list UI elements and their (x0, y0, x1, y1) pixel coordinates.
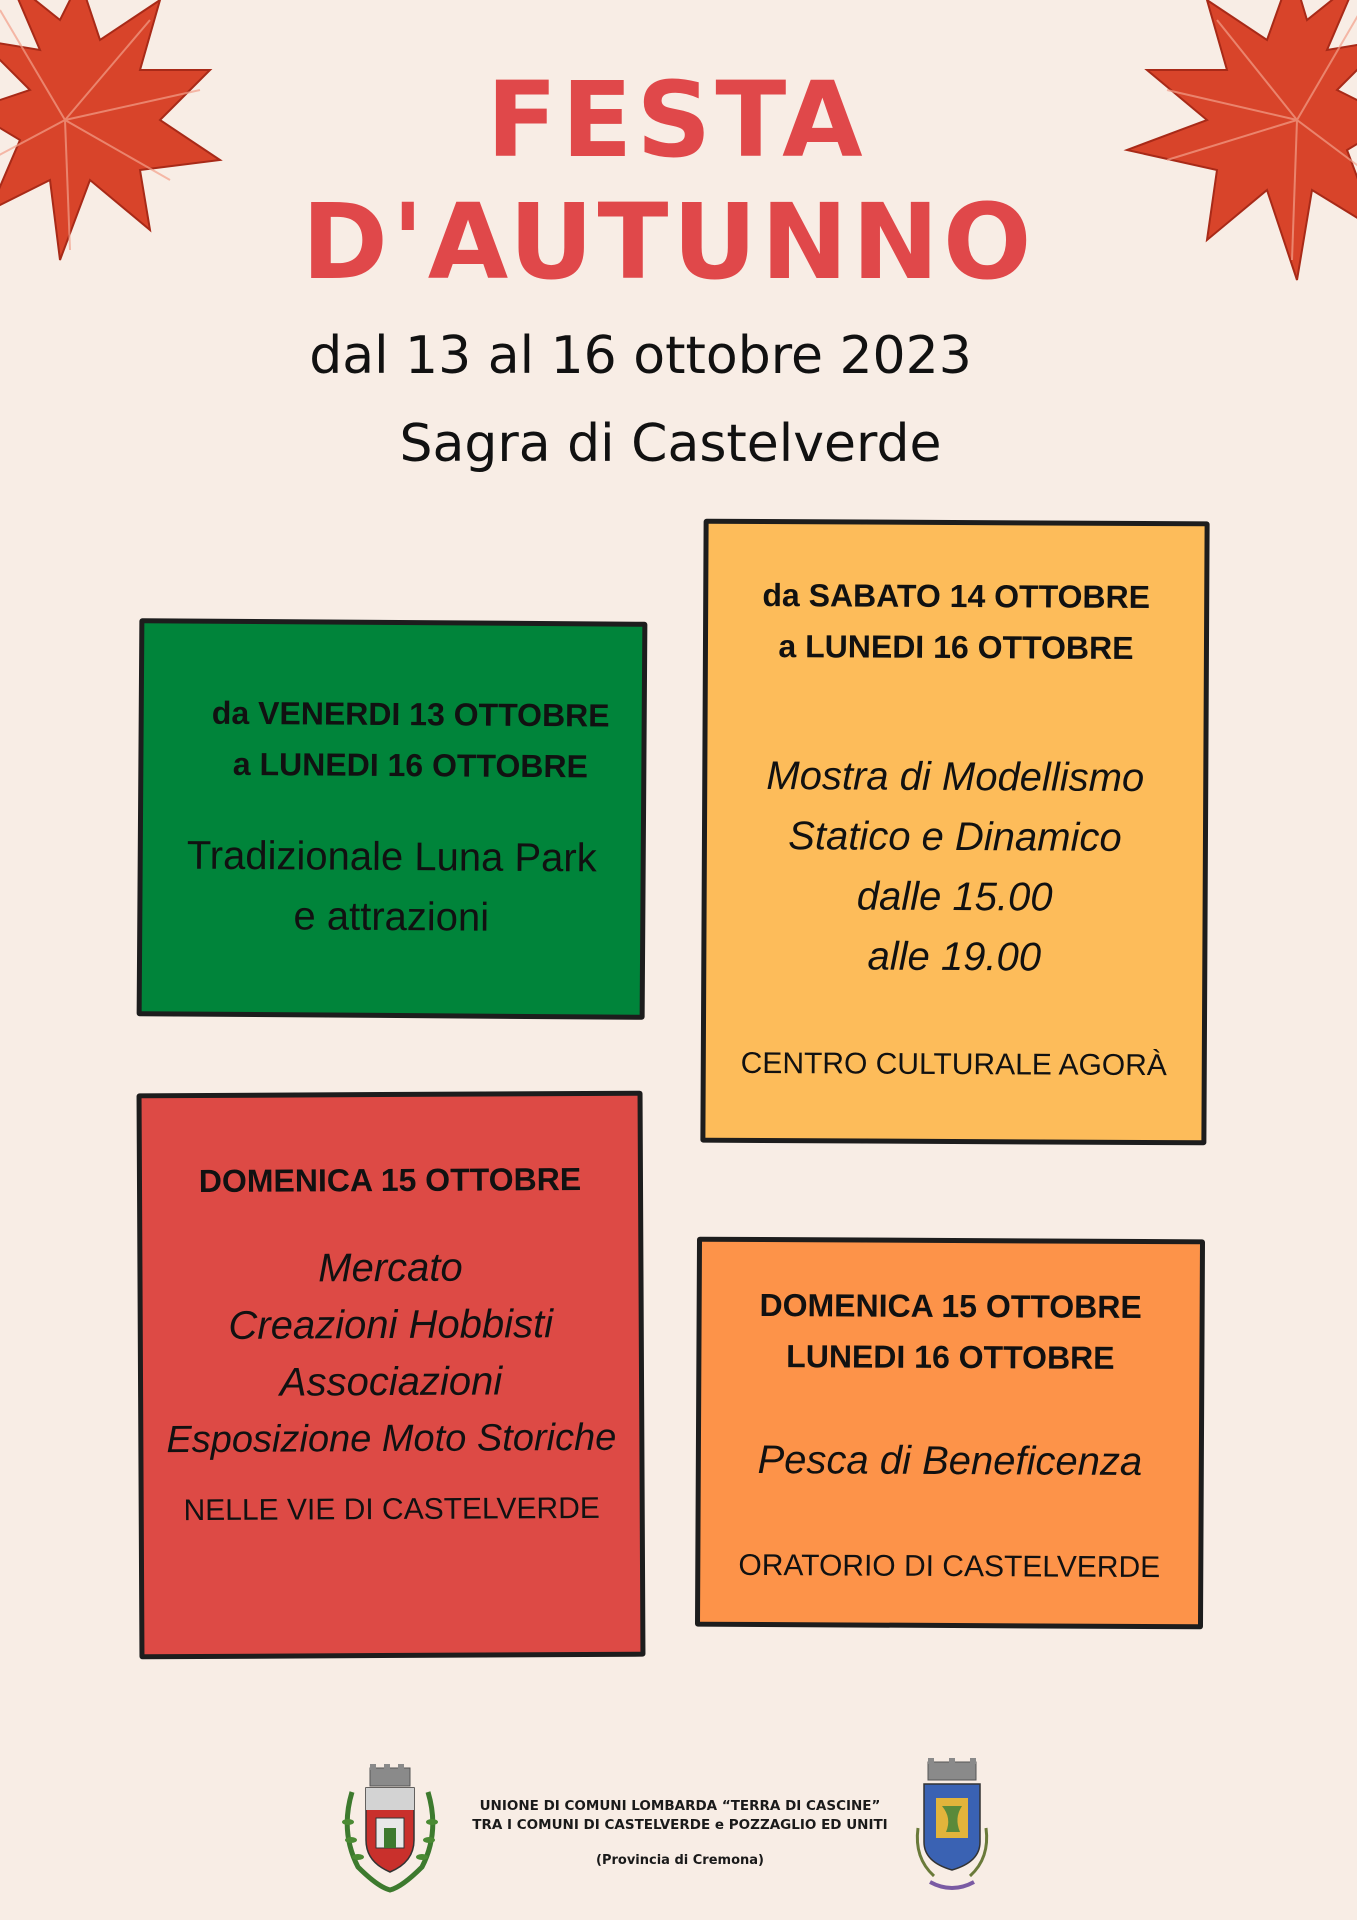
title-line-2: D'AUTUNNO (301, 181, 1036, 303)
footer-union-name: UNIONE DI COMUNI LOMBARDA “TERRA DI CASCINE” (479, 1798, 881, 1814)
pesca-card (695, 1237, 1205, 1630)
card-description: Pesca di Beneficenza (757, 1437, 1143, 1485)
card-location: CENTRO CULTURALE AGORÀ (740, 1046, 1167, 1083)
card-description-line-2: e attrazioni (293, 894, 490, 940)
card-description-line-2: Statico e Dinamico (788, 814, 1122, 860)
card-date: DOMENICA 15 OTTOBRE (198, 1161, 582, 1200)
card-date-line-2: a LUNEDI 16 OTTOBRE (778, 628, 1134, 666)
card-date-line-1: da SABATO 14 OTTOBRE (762, 576, 1151, 616)
mercato-card (137, 1091, 646, 1660)
footer-province: (Provincia di Cremona) (596, 1853, 764, 1868)
card-date-line-2: a LUNEDI 16 OTTOBRE (232, 745, 589, 785)
card-description-line-1: Mercato (318, 1245, 463, 1291)
card-location: ORATORIO DI CASTELVERDE (738, 1548, 1161, 1585)
modellismo-card (700, 519, 1209, 1146)
title-line-1: FESTA (486, 59, 867, 181)
castelverde-crest-icon (338, 1762, 442, 1894)
card-description-line-1: Tradizionale Luna Park (186, 833, 597, 881)
card-description-line-2: Creazioni Hobbisti (228, 1302, 554, 1348)
footer-union-members: TRA I COMUNI DI CASTELVERDE e POZZAGLIO ED UNITI (472, 1817, 888, 1833)
card-description-line-3: Associazioni (279, 1359, 503, 1405)
pozzaglio-crest-icon (906, 1758, 998, 1894)
card-date-line-1: DOMENICA 15 OTTOBRE (759, 1287, 1142, 1326)
card-time-from: dalle 15.00 (856, 874, 1053, 920)
luna-park-card (137, 618, 648, 1020)
card-description-line-4: Esposizione Moto Storiche (166, 1416, 617, 1462)
event-dates: dal 13 al 16 ottobre 2023 (309, 326, 972, 386)
card-date-line-2: LUNEDI 16 OTTOBRE (786, 1338, 1115, 1376)
card-time-to: alle 19.00 (867, 934, 1042, 980)
card-description-line-1: Mostra di Modellismo (766, 754, 1145, 800)
card-date-line-1: da VENERDI 13 OTTOBRE (211, 694, 610, 734)
event-name: Sagra di Castelverde (399, 414, 942, 474)
card-location: NELLE VIE DI CASTELVERDE (183, 1491, 600, 1528)
